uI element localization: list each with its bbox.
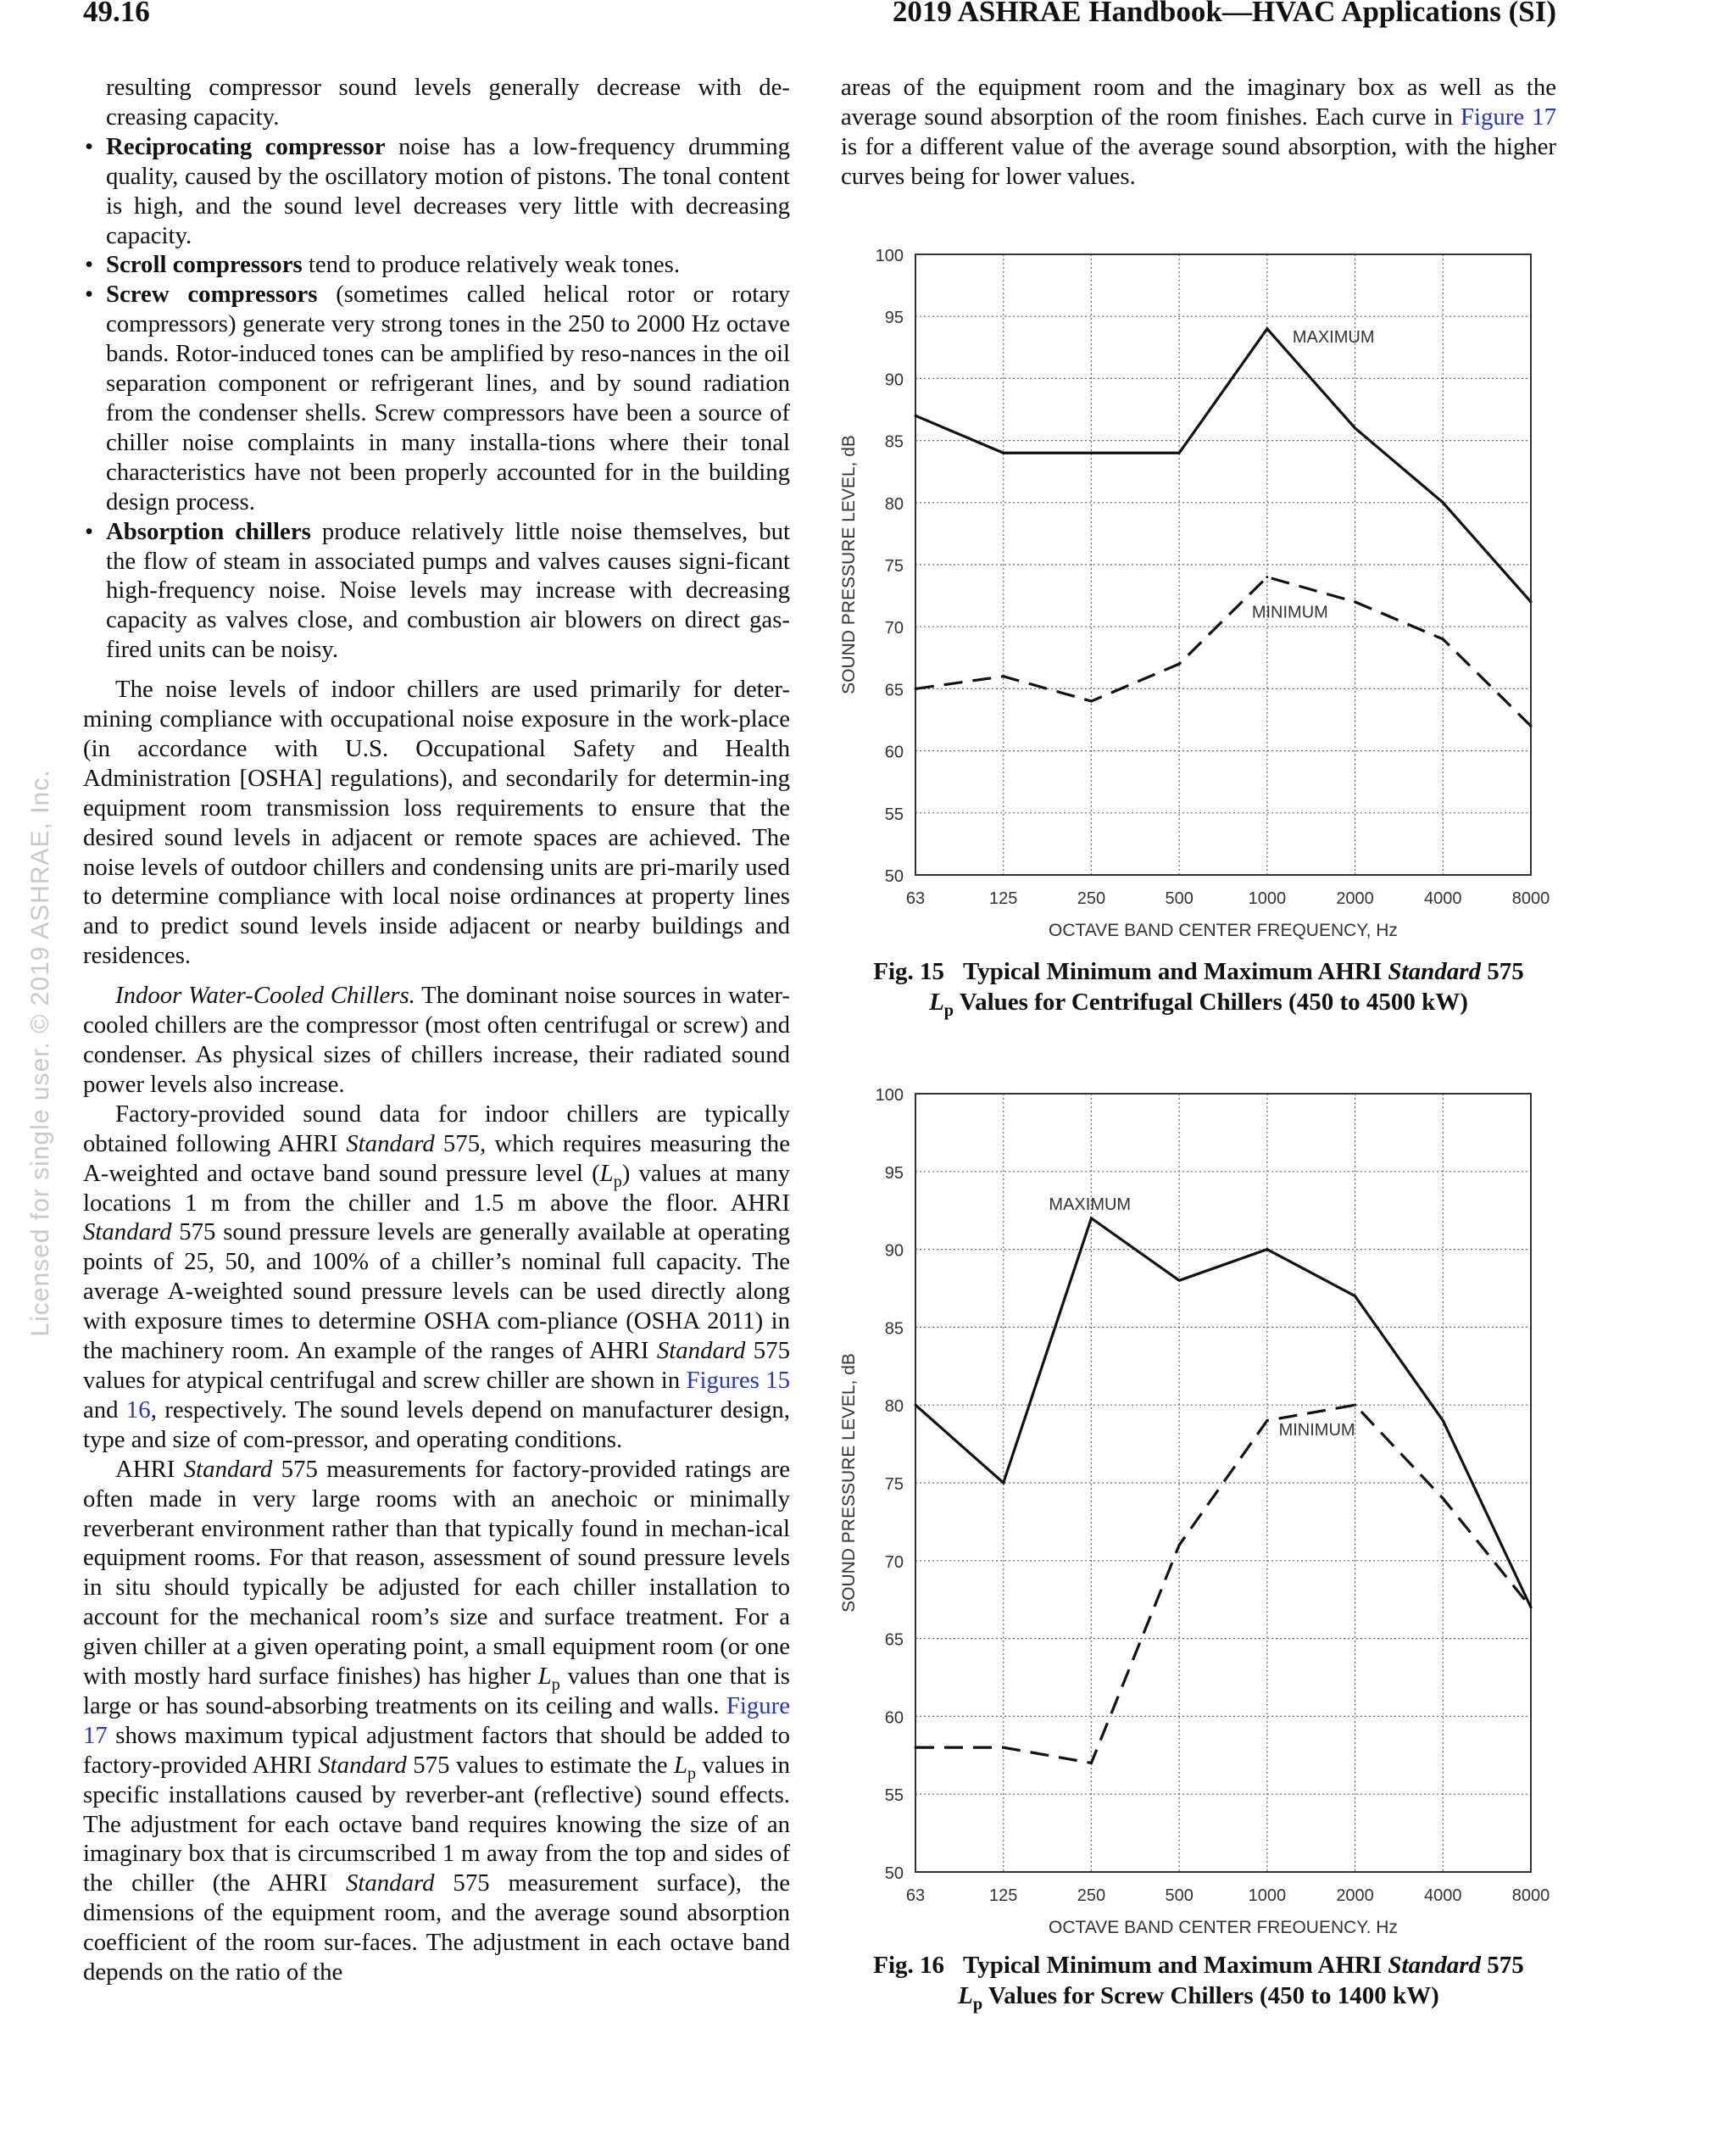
paragraph-factory-data: Factory-provided sound data for indoor chillers are typically obtained following AHRI Standard 575, which requires measuring the A-weighted and octave band sound pressure level $(L_p)$ values at many locations 1 m from the chiller and 1.5 m above the floor. AHRI Standard 575 sound pressure levels are generally available at operating points of 25, 50, and 100% of a chiller’s nominal full capacity. The average A-weighted sound pressure levels can be used directly along with exposure times to determine OSHA com-pliance (OSHA 2011) in the machinery room. An example of the ranges of AHRI Standard 575 values for atypical centrifugal and screw chiller are shown in Figures 15 and 16, respectively. The sound levels depend on manufacturer design, type and size of com-pressor, and operating conditions. (83, 1100, 790, 1453)
compressor-list (83, 132, 790, 665)
continued-text: resulting compressor sound levels generally decrease with de-creasing capacity. (106, 74, 790, 131)
license-watermark: Licensed for single user. © 2019 ASHRAE, Inc. (26, 769, 54, 1337)
data-point-minimum (1178, 1544, 1181, 1546)
data-point-maximum (1530, 600, 1533, 603)
paragraph-indoor-chillers: Indoor Water-Cooled Chillers. The dominant noise sources in water-cooled chillers are the compressor (most often centrifugal or screw) and condenser. As physical sizes of chillers increase, their radiated sound power levels also increase. (83, 982, 790, 1098)
list-text: noise has a low-frequency drumming quality, caused by the oscillatory motion of pistons. The tonal content is high, and the sound level decreases very little with decreasing capacity. (106, 132, 790, 249)
data-point-maximum (915, 1404, 917, 1407)
y-tick-label: 75 (884, 557, 904, 576)
data-point-minimum (1530, 725, 1533, 727)
y-axis-label: SOUND PRESSURE LEVEL, dB (839, 1353, 859, 1613)
y-tick-label: 70 (884, 1552, 904, 1572)
right-column (841, 73, 1556, 192)
data-point-maximum (1266, 327, 1268, 330)
y-tick-label: 95 (884, 1163, 904, 1183)
figure-16-chart (837, 1077, 1566, 1933)
data-point-maximum (1090, 452, 1093, 454)
x-tick-label: 8000 (1511, 889, 1550, 908)
data-point-maximum (1266, 1248, 1268, 1251)
series-line-maximum (915, 329, 1531, 602)
data-point-minimum (1090, 700, 1093, 703)
series-line-minimum (915, 577, 1531, 727)
y-tick-label: 55 (884, 805, 904, 824)
list-text: produce relatively little noise themselves, but the flow of steam in associated pumps and valves causes signi-ficant high-frequency noise. Noise levels may increase with decreasing capacity as valves close, and combustion air blowers on direct gas-fired units can be noisy. (106, 517, 790, 664)
y-axis-label: SOUND PRESSURE LEVEL, dB (839, 435, 859, 694)
y-tick-label: 65 (884, 1630, 904, 1650)
y-tick-label: 90 (884, 370, 904, 390)
plot-frame (915, 254, 1531, 875)
list-term: Screw compressors (106, 281, 318, 309)
data-point-maximum (1002, 1482, 1004, 1485)
y-tick-label: 60 (884, 743, 904, 762)
figure-15-chart (837, 237, 1566, 941)
run-in-heading: Indoor Water-Cooled Chillers. (115, 982, 415, 1010)
x-axis-label: OCTAVE BAND CENTER FREQUENCY, Hz (1049, 921, 1398, 940)
data-point-maximum (1442, 1419, 1444, 1422)
left-column (83, 73, 790, 1987)
y-tick-label: 50 (884, 1864, 904, 1883)
data-point-maximum (1354, 1295, 1356, 1297)
x-tick-label: 2000 (1336, 1886, 1374, 1905)
y-tick-label: 100 (875, 247, 904, 265)
x-tick-label: 500 (1165, 889, 1194, 908)
y-tick-label: 50 (884, 867, 904, 886)
data-point-maximum (1178, 452, 1181, 454)
list-item (83, 280, 790, 516)
x-tick-label: 4000 (1424, 1886, 1462, 1905)
data-point-minimum (1266, 576, 1268, 578)
y-tick-label: 80 (884, 1397, 904, 1417)
figure-15 (837, 237, 1566, 945)
list-item (83, 517, 790, 666)
data-point-minimum (1354, 600, 1356, 603)
x-tick-label: 63 (905, 1886, 926, 1905)
list-term: Scroll compressors (106, 251, 303, 279)
y-tick-label: 60 (884, 1708, 904, 1728)
x-tick-label: 125 (989, 1886, 1018, 1905)
x-tick-label: 4000 (1424, 889, 1462, 908)
data-point-maximum (1002, 452, 1004, 454)
x-tick-label: 8000 (1511, 1886, 1550, 1905)
figure-17-link[interactable]: Figure 17 (83, 1691, 790, 1749)
series-line-minimum (915, 1405, 1531, 1763)
data-point-maximum (1090, 1217, 1093, 1219)
x-tick-label: 250 (1077, 1886, 1106, 1905)
y-tick-label: 65 (884, 681, 904, 700)
data-point-minimum (1090, 1762, 1093, 1764)
list-item (83, 250, 790, 280)
list-term: Reciprocating compressor (106, 132, 386, 160)
series-label-maximum: MAXIMUM (1292, 327, 1375, 347)
running-title: 2019 ASHRAE Handbook—HVAC Applications (SI) (892, 0, 1556, 28)
data-point-minimum (915, 1747, 917, 1749)
series-label-minimum: MINIMUM (1251, 603, 1328, 622)
paragraph-measurements: AHRI Standard 575 measurements for factory-provided ratings are often made in very large rooms with an anechoic or minimally reverberant environment rather than that typically found in mechan-ical equipment rooms. For that reason, assessment of sound pressure levels in situ should typically be adjusted for each chiller installation to account for the mechanical room’s size and surface treatment. For a given chiller at a given operating point, a small equipment room (or one with mostly hard surface finishes) has higher $L_p$ values than one that is large or has sound-absorbing treatments on its ceiling and walls. Figure 17 shows maximum typical adjustment factors that should be added to factory-provided AHRI Standard 575 values to estimate the $L_p$ values in specific installations caused by reverber-ant (reflective) sound effects. The adjustment for each octave band requires knowing the size of an imaginary box that is circumscribed 1 m away from the top and sides of the chiller (the AHRI Standard 575 measurement surface), the dimensions of the equipment room, and the average sound absorption coefficient of the room sur-faces. The adjustment in each octave band depends on the ratio of the (83, 1455, 791, 1986)
x-tick-label: 500 (1165, 1886, 1194, 1905)
data-point-maximum (915, 415, 917, 417)
data-point-maximum (1178, 1279, 1181, 1282)
figure-label: Fig. 15 (873, 958, 945, 985)
x-axis-label: OCTAVE BAND CENTER FREQUENCY, Hz (1049, 1918, 1398, 1933)
data-point-minimum (1178, 663, 1181, 666)
data-point-minimum (1442, 638, 1444, 640)
data-point-minimum (1266, 1419, 1268, 1422)
y-tick-label: 100 (875, 1086, 904, 1105)
figure-label: Fig. 16 (873, 1952, 945, 1979)
y-tick-label: 80 (884, 494, 904, 514)
figure-16-link[interactable]: 16 (125, 1396, 151, 1423)
list-text: (sometimes called helical rotor or rotary compressors) generate very strong tones in the 250 to 2000 Hz octave bands. Rotor-induced tones can be amplified by reso-nances in the oil separation component or refrigerant lines, and by sound radiation from the condenser shells. Screw compressors have been a source of chiller noise complaints in many installa-tions where their tonal characteristics have not been properly accounted for in the building design process. (106, 281, 790, 515)
y-tick-label: 55 (884, 1786, 904, 1806)
figure-15-caption: Fig. 15 Typical Minimum and Maximum AHRI Standard 575 $L_p$ Values for Centrifugal Chillers (450 to 4500 kW) (873, 958, 1524, 1021)
x-tick-label: 63 (905, 889, 926, 908)
data-point-minimum (1442, 1497, 1444, 1500)
data-point-minimum (915, 688, 917, 690)
paragraph-noise-levels: The noise levels of indoor chillers are used primarily for deter-mining compliance with occupational noise exposure in the work-place (in accordance with U.S. Occupational Safety and Health Administration [OSHA] regulations), and secondarily for determin-ing equipment room transmission loss requirements to ensure that the desired sound levels in adjacent or remote spaces are achieved. The noise levels of outdoor chillers and condensing units are pri-marily used to determine compliance with local noise ordinances at property lines and to predict sound levels inside adjacent or nearby buildings and residences. (83, 676, 790, 970)
y-tick-label: 70 (884, 619, 904, 638)
x-tick-label: 250 (1077, 889, 1106, 908)
list-term: Absorption chillers (106, 517, 311, 545)
figure-17-link[interactable]: Figure 17 (1460, 103, 1556, 131)
x-tick-label: 125 (989, 889, 1018, 908)
data-point-minimum (1530, 1606, 1533, 1608)
page-header (83, 0, 1556, 41)
data-point-minimum (1354, 1404, 1356, 1407)
data-point-minimum (1002, 675, 1004, 677)
y-tick-label: 90 (884, 1241, 904, 1261)
y-tick-label: 95 (884, 309, 904, 328)
data-point-minimum (1002, 1747, 1004, 1749)
figure-16 (837, 1077, 1566, 1937)
paragraph-adjustment: areas of the equipment room and the imaginary box as well as the average sound absorption of the room finishes. Each curve in Figure 17 is for a different value of the average sound absorption, with the higher curves being for lower values. (841, 74, 1556, 190)
data-point-maximum (1442, 501, 1444, 504)
list-item (83, 132, 790, 251)
series-line-maximum (915, 1218, 1531, 1607)
figure-16-caption: Fig. 16 Typical Minimum and Maximum AHRI Standard 575 $L_p$ Values for Screw Chillers (450 to 1400 kW) (873, 1952, 1524, 2014)
series-label-minimum: MINIMUM (1278, 1421, 1355, 1440)
x-tick-label: 2000 (1336, 889, 1374, 908)
x-tick-label: 1000 (1248, 889, 1287, 908)
series-label-maximum: MAXIMUM (1049, 1195, 1132, 1214)
y-tick-label: 75 (884, 1475, 904, 1494)
list-text: tend to produce relatively weak tones. (302, 251, 681, 279)
plot-frame (915, 1094, 1531, 1872)
y-tick-label: 85 (884, 1319, 904, 1339)
y-tick-label: 85 (884, 432, 904, 452)
data-point-maximum (1354, 426, 1356, 429)
figure-15-link[interactable]: Figures 15 (686, 1366, 790, 1394)
page-number: 49.16 (83, 0, 150, 28)
x-tick-label: 1000 (1248, 1886, 1287, 1905)
